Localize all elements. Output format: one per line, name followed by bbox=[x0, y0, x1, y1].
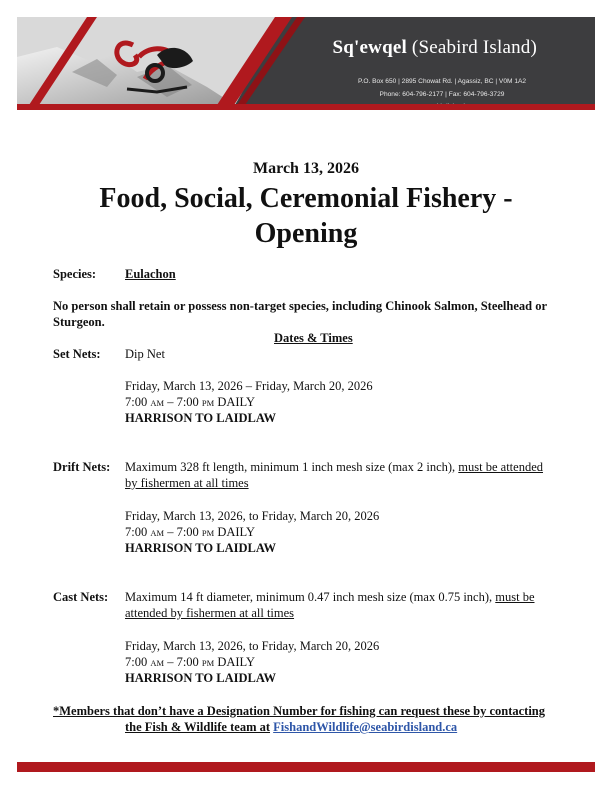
designation-footnote: *Members that don’t have a Designation Number for fishing can request these by contacting bbox=[53, 704, 546, 718]
set-nets-time: 7:00 AM – 7:00 PM DAILY bbox=[125, 395, 255, 409]
footnote-contact: the Fish & Wildlife team at FishandWildlife@seabirdisland.ca bbox=[125, 720, 458, 734]
retention-note: No person shall retain or possess non-target species, including Chinook Salmon, Steelhead or bbox=[53, 299, 548, 313]
notice-title: Food, Social, Ceremonial Fishery - Opening bbox=[99, 183, 513, 249]
set-nets-label: Set Nets: bbox=[53, 347, 101, 361]
drift-nets-gear-requirement: by fishermen at all times bbox=[125, 476, 249, 490]
fish-wildlife-email-link[interactable]: FishandWildlife@seabirdisland.ca bbox=[273, 720, 458, 734]
drift-nets-area: HARRISON TO LAIDLAW bbox=[125, 541, 276, 555]
drift-nets-label: Drift Nets: bbox=[53, 460, 111, 474]
set-nets-gear: Dip Net bbox=[125, 347, 165, 361]
organization-address: P.O. Box 650 | 2895 Chowat Rd. | Agassiz, BC | V0M 1A2 bbox=[357, 78, 527, 85]
cast-nets-gear: Maximum 14 ft diameter, minimum 0.47 inch mesh size (max 0.75 inch), must be bbox=[125, 590, 535, 604]
footer-red-bar bbox=[17, 762, 595, 772]
cast-nets-area: HARRISON TO LAIDLAW bbox=[125, 671, 276, 685]
cast-nets-dates: Friday, March 13, 2026, to Friday, March 20, 2026 bbox=[125, 639, 380, 653]
species-label: Species: bbox=[53, 267, 97, 281]
organization-name: Sq'ewqel (Seabird Island) bbox=[332, 37, 537, 58]
set-nets-area: HARRISON TO LAIDLAW bbox=[125, 411, 276, 425]
cast-nets-label: Cast Nets: bbox=[53, 590, 109, 604]
dates-times-heading: Dates & Times bbox=[274, 331, 353, 345]
cast-nets-gear-requirement: attended by fishermen at all times bbox=[125, 606, 295, 620]
letterhead-banner bbox=[17, 17, 595, 110]
species-value: Eulachon bbox=[125, 267, 176, 281]
cast-nets-time: 7:00 AM – 7:00 PM DAILY bbox=[125, 655, 255, 669]
retention-note-continued: Sturgeon. bbox=[53, 315, 105, 329]
set-nets-dates: Friday, March 13, 2026 – Friday, March 20, 2026 bbox=[125, 379, 373, 393]
drift-nets-gear: Maximum 328 ft length, minimum 1 inch mesh size (max 2 inch), must be attended bbox=[125, 460, 543, 474]
organization-phone: Phone: 604-796-2177 | Fax: 604-796-3729 bbox=[379, 91, 505, 98]
header-red-rule bbox=[17, 104, 595, 110]
drift-nets-time: 7:00 AM – 7:00 PM DAILY bbox=[125, 525, 255, 539]
notice-date: March 13, 2026 bbox=[253, 160, 359, 177]
drift-nets-dates: Friday, March 13, 2026, to Friday, March 20, 2026 bbox=[125, 509, 380, 523]
